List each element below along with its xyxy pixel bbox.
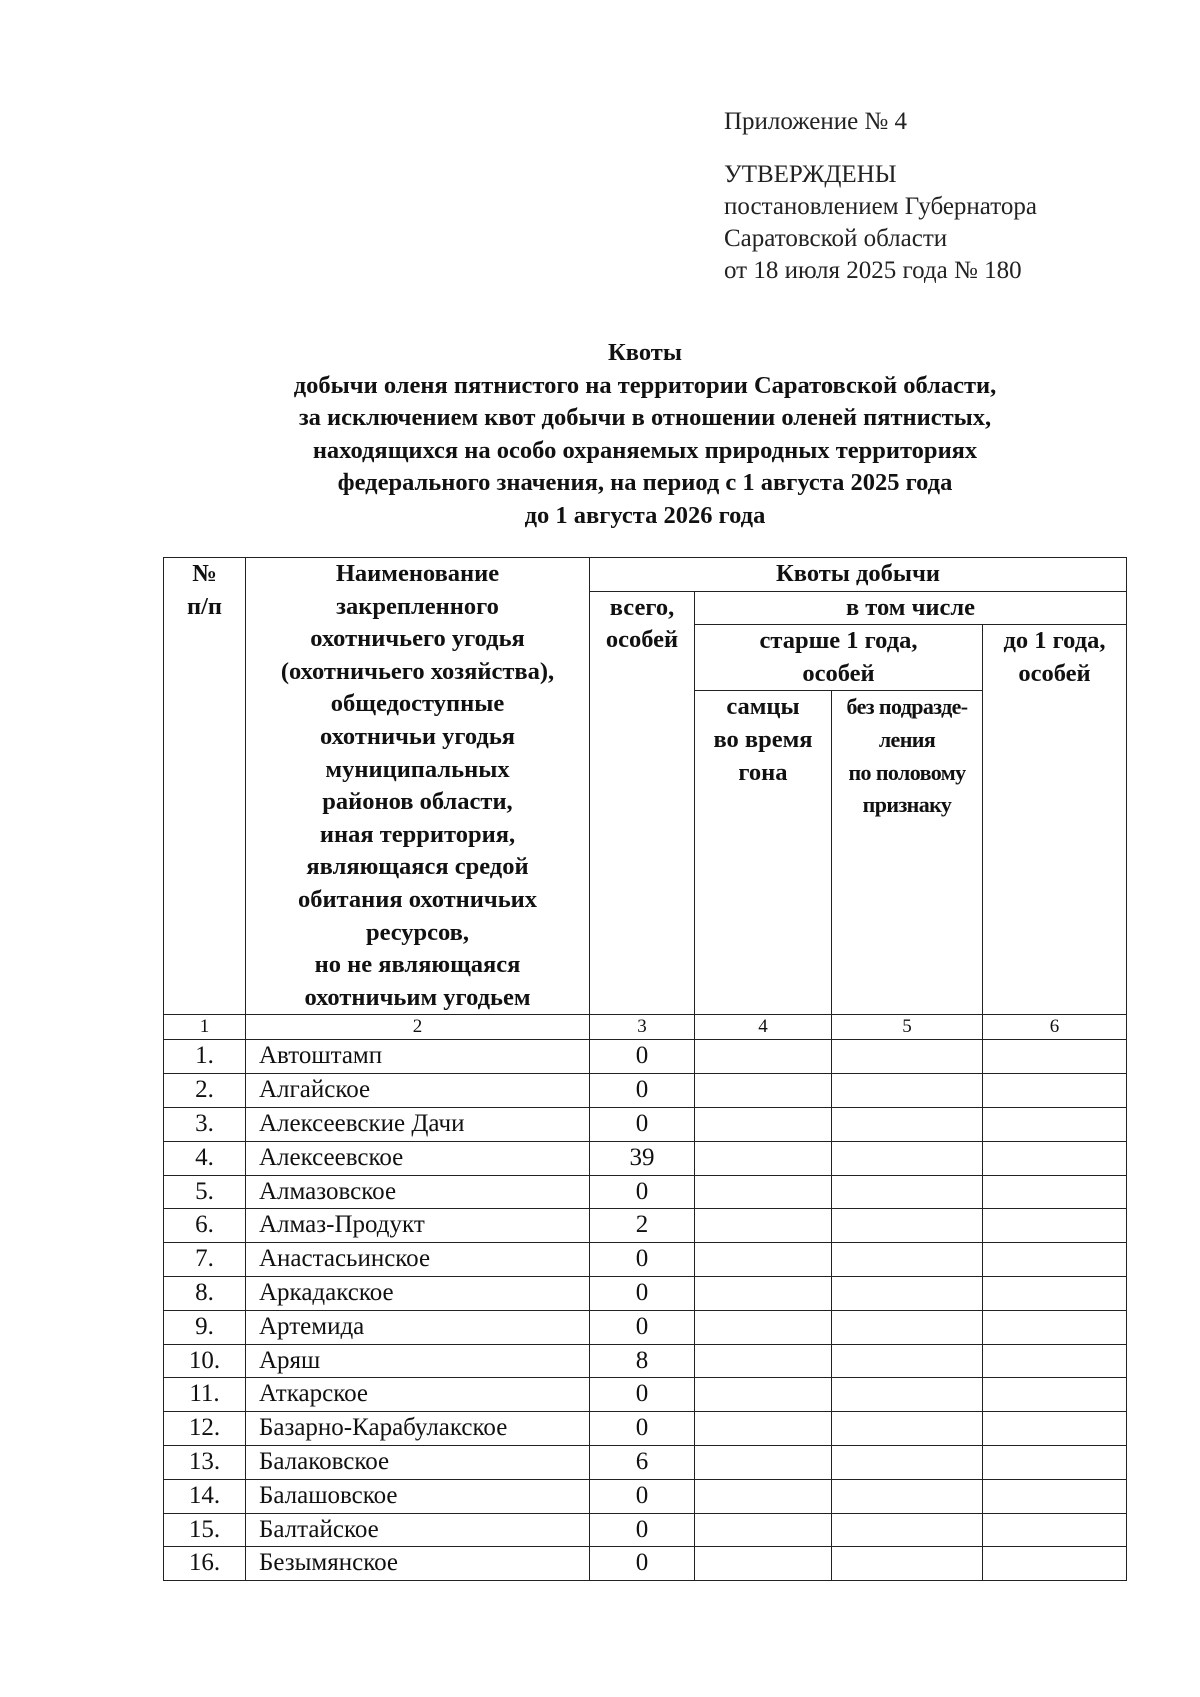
header-name-line: закрепленного bbox=[336, 592, 499, 620]
table-row bbox=[164, 1209, 1127, 1243]
row-number: 11. bbox=[164, 1378, 246, 1412]
row-total: 0 bbox=[590, 1310, 695, 1344]
row-name: Безымянское bbox=[246, 1547, 590, 1581]
header-num-line: № bbox=[192, 560, 217, 587]
header-under1 bbox=[983, 625, 1127, 1015]
row-males bbox=[695, 1040, 832, 1074]
row-number: 9. bbox=[164, 1310, 246, 1344]
header-total-line: особей bbox=[605, 626, 679, 654]
row-males bbox=[695, 1209, 832, 1243]
column-number: 2 bbox=[246, 1015, 590, 1040]
title-line: добычи оленя пятнистого на территории Саратовской области, bbox=[293, 371, 997, 399]
header-total-line: всего, bbox=[609, 593, 675, 621]
table-row bbox=[164, 1276, 1127, 1310]
row-name: Артемида bbox=[246, 1310, 590, 1344]
row-total: 0 bbox=[590, 1243, 695, 1277]
row-under1 bbox=[983, 1040, 1127, 1074]
row-number: 12. bbox=[164, 1412, 246, 1446]
row-name: Алексеевские Дачи bbox=[246, 1107, 590, 1141]
row-number: 16. bbox=[164, 1547, 246, 1581]
row-number: 7. bbox=[164, 1243, 246, 1277]
row-number: 5. bbox=[164, 1175, 246, 1209]
table-row bbox=[164, 1344, 1127, 1378]
row-total: 0 bbox=[590, 1547, 695, 1581]
row-nosex bbox=[832, 1276, 983, 1310]
header-including: в том числе bbox=[695, 591, 1127, 625]
row-nosex bbox=[832, 1479, 983, 1513]
row-number: 10. bbox=[164, 1344, 246, 1378]
column-number-row bbox=[164, 1015, 1127, 1040]
row-total: 0 bbox=[590, 1040, 695, 1074]
row-nosex bbox=[832, 1412, 983, 1446]
quota-table bbox=[163, 557, 1127, 1581]
header-nosex-line: без подразде- bbox=[846, 694, 968, 720]
title-line: находящихся на особо охраняемых природных территориях bbox=[312, 436, 978, 464]
row-nosex bbox=[832, 1344, 983, 1378]
row-males bbox=[695, 1141, 832, 1175]
row-name: Автоштамп bbox=[246, 1040, 590, 1074]
row-males bbox=[695, 1074, 832, 1108]
row-total: 39 bbox=[590, 1141, 695, 1175]
header-name-line: ресурсов, bbox=[365, 918, 470, 946]
header-name-line: являющаяся средой bbox=[306, 853, 529, 881]
row-under1 bbox=[983, 1344, 1127, 1378]
approved-label: УТВЕРЖДЕНЫ bbox=[724, 161, 897, 188]
row-males bbox=[695, 1547, 832, 1581]
header-males-line: самцы bbox=[726, 693, 800, 721]
row-number: 6. bbox=[164, 1209, 246, 1243]
header-name-line: обитания охотничьих bbox=[297, 885, 538, 913]
title-line: федерального значения, на период с 1 августа 2025 года bbox=[337, 469, 953, 496]
column-number: 4 bbox=[695, 1015, 832, 1040]
row-males bbox=[695, 1310, 832, 1344]
header-total bbox=[590, 591, 695, 1015]
row-under1 bbox=[983, 1074, 1127, 1108]
row-name: Балашовское bbox=[246, 1479, 590, 1513]
row-males bbox=[695, 1276, 832, 1310]
table-row bbox=[164, 1243, 1127, 1277]
row-number: 15. bbox=[164, 1513, 246, 1547]
row-name: Алексеевское bbox=[246, 1141, 590, 1175]
table-row bbox=[164, 1141, 1127, 1175]
row-nosex bbox=[832, 1547, 983, 1581]
header-older bbox=[695, 625, 983, 691]
row-males bbox=[695, 1344, 832, 1378]
row-nosex bbox=[832, 1513, 983, 1547]
row-under1 bbox=[983, 1141, 1127, 1175]
row-total: 0 bbox=[590, 1479, 695, 1513]
row-nosex bbox=[832, 1107, 983, 1141]
row-name: Алмаз-Продукт bbox=[246, 1209, 590, 1243]
column-number: 6 bbox=[983, 1015, 1127, 1040]
header-name-line: охотничьего угодья bbox=[310, 625, 525, 653]
title-line: до 1 августа 2026 года bbox=[524, 501, 766, 529]
row-nosex bbox=[832, 1175, 983, 1209]
approval-line-1: постановлением Губернатора bbox=[724, 193, 1037, 220]
table-row bbox=[164, 1074, 1127, 1108]
header-nosex-line: по половому bbox=[848, 759, 966, 785]
header-name-line: общедоступные bbox=[330, 690, 505, 718]
row-number: 14. bbox=[164, 1479, 246, 1513]
row-name: Базарно-Карабулакское bbox=[246, 1412, 590, 1446]
table-row bbox=[164, 1445, 1127, 1479]
row-males bbox=[695, 1378, 832, 1412]
header-name-line: охотничьи угодья bbox=[319, 722, 516, 750]
column-number: 1 bbox=[164, 1015, 246, 1040]
table-row bbox=[164, 1513, 1127, 1547]
header-under1-line: особей bbox=[1018, 659, 1091, 687]
row-under1 bbox=[983, 1445, 1127, 1479]
row-total: 0 bbox=[590, 1074, 695, 1108]
header-name-line: но не являющаяся bbox=[314, 951, 521, 979]
table-row bbox=[164, 1479, 1127, 1513]
row-name: Аряш bbox=[246, 1344, 590, 1378]
row-under1 bbox=[983, 1547, 1127, 1581]
row-under1 bbox=[983, 1513, 1127, 1547]
approval-block bbox=[724, 106, 1037, 287]
row-nosex bbox=[832, 1310, 983, 1344]
header-males-line: гона bbox=[738, 758, 788, 786]
column-number: 5 bbox=[832, 1015, 983, 1040]
header-under1-line: до 1 года, bbox=[1003, 627, 1106, 655]
approval-line-2: Саратовской области bbox=[724, 225, 948, 252]
row-under1 bbox=[983, 1378, 1127, 1412]
document-title bbox=[150, 337, 1140, 532]
header-name-line: иная территория, bbox=[319, 820, 516, 848]
header-males-line: во время bbox=[713, 725, 813, 753]
table-row bbox=[164, 1412, 1127, 1446]
row-total: 0 bbox=[590, 1107, 695, 1141]
table-row bbox=[164, 1040, 1127, 1074]
table-row bbox=[164, 1310, 1127, 1344]
row-under1 bbox=[983, 1107, 1127, 1141]
row-nosex bbox=[832, 1445, 983, 1479]
title-line: за исключением квот добычи в отношении оленей пятнистых, bbox=[298, 404, 992, 431]
row-number: 8. bbox=[164, 1276, 246, 1310]
row-males bbox=[695, 1445, 832, 1479]
header-num bbox=[164, 558, 246, 1015]
header-name-line: охотничьим угодьем bbox=[304, 983, 531, 1011]
row-under1 bbox=[983, 1412, 1127, 1446]
row-total: 0 bbox=[590, 1175, 695, 1209]
title-line: Квоты bbox=[608, 339, 682, 366]
row-number: 1. bbox=[164, 1040, 246, 1074]
row-males bbox=[695, 1513, 832, 1547]
header-nosex-line: ления bbox=[878, 726, 936, 752]
row-males bbox=[695, 1175, 832, 1209]
header-males bbox=[695, 691, 832, 1015]
row-total: 0 bbox=[590, 1276, 695, 1310]
row-nosex bbox=[832, 1074, 983, 1108]
row-under1 bbox=[983, 1310, 1127, 1344]
table-row bbox=[164, 1547, 1127, 1581]
header-nosex-line: признаку bbox=[862, 792, 952, 818]
row-nosex bbox=[832, 1378, 983, 1412]
header-name-line: (охотничьего хозяйства), bbox=[280, 657, 555, 685]
annex-label: Приложение № 4 bbox=[724, 108, 908, 135]
row-under1 bbox=[983, 1209, 1127, 1243]
header-name-line: Наименование bbox=[335, 560, 500, 587]
row-total: 8 bbox=[590, 1344, 695, 1378]
row-under1 bbox=[983, 1276, 1127, 1310]
row-number: 13. bbox=[164, 1445, 246, 1479]
row-males bbox=[695, 1412, 832, 1446]
header-name bbox=[246, 558, 590, 1015]
row-total: 0 bbox=[590, 1513, 695, 1547]
table-row bbox=[164, 1378, 1127, 1412]
row-under1 bbox=[983, 1175, 1127, 1209]
row-under1 bbox=[983, 1479, 1127, 1513]
row-name: Балаковское bbox=[246, 1445, 590, 1479]
row-nosex bbox=[832, 1141, 983, 1175]
header-older-line: старше 1 года, bbox=[759, 627, 918, 655]
row-name: Анастасьинское bbox=[246, 1243, 590, 1277]
row-under1 bbox=[983, 1243, 1127, 1277]
row-total: 0 bbox=[590, 1378, 695, 1412]
table-row bbox=[164, 1107, 1127, 1141]
row-number: 4. bbox=[164, 1141, 246, 1175]
header-nosex bbox=[832, 691, 983, 1015]
header-num-line: п/п bbox=[186, 592, 223, 620]
row-males bbox=[695, 1479, 832, 1513]
row-name: Балтайское bbox=[246, 1513, 590, 1547]
header-older-line: особей bbox=[802, 659, 875, 687]
row-nosex bbox=[832, 1209, 983, 1243]
row-nosex bbox=[832, 1243, 983, 1277]
header-name-line: муниципальных bbox=[325, 755, 510, 783]
header-quotas: Квоты добычи bbox=[590, 558, 1127, 592]
row-name: Алгайское bbox=[246, 1074, 590, 1108]
row-name: Аркадакское bbox=[246, 1276, 590, 1310]
row-males bbox=[695, 1243, 832, 1277]
row-males bbox=[695, 1107, 832, 1141]
header-name-line: районов области, bbox=[322, 788, 513, 816]
row-number: 3. bbox=[164, 1107, 246, 1141]
row-name: Алмазовское bbox=[246, 1175, 590, 1209]
row-nosex bbox=[832, 1040, 983, 1074]
approval-line-3: от 18 июля 2025 года № 180 bbox=[724, 257, 1022, 284]
row-total: 0 bbox=[590, 1412, 695, 1446]
column-number: 3 bbox=[590, 1015, 695, 1040]
row-name: Аткарское bbox=[246, 1378, 590, 1412]
row-total: 2 bbox=[590, 1209, 695, 1243]
row-total: 6 bbox=[590, 1445, 695, 1479]
table-row bbox=[164, 1175, 1127, 1209]
row-number: 2. bbox=[164, 1074, 246, 1108]
